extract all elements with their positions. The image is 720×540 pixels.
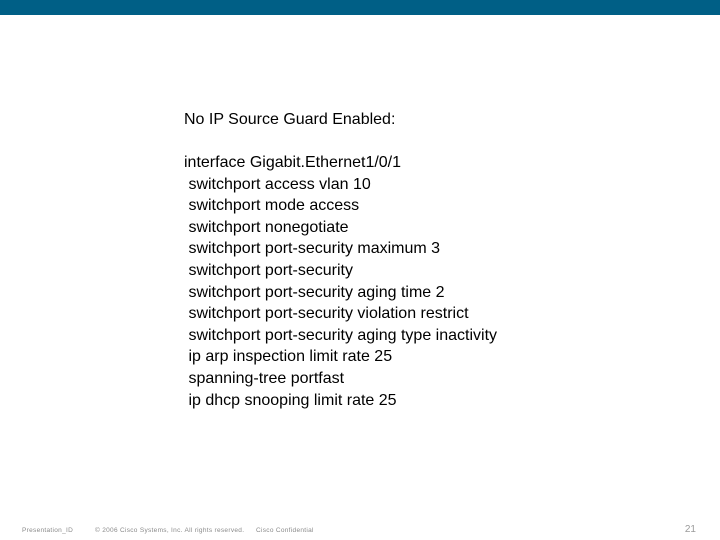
footer-presentation-id: Presentation_ID: [22, 527, 74, 534]
config-line: switchport port-security aging type inactivity: [184, 326, 498, 344]
footer-copyright: © 2006 Cisco Systems, Inc. All rights reserved.: [95, 527, 245, 534]
config-line: switchport access vlan 10: [184, 175, 371, 193]
config-line: switchport port-security violation restrict: [184, 305, 469, 323]
config-line: ip dhcp snooping limit rate 25: [184, 391, 397, 409]
slide-title: No IP Source Guard Enabled:: [184, 111, 396, 128]
top-banner-bar: [0, 0, 720, 15]
footer-confidential: Cisco Confidential: [256, 527, 314, 534]
config-line: switchport nonegotiate: [184, 218, 349, 236]
config-line: switchport port-security aging time 2: [184, 283, 445, 301]
config-line: ip arp inspection limit rate 25: [184, 348, 393, 366]
config-line: switchport port-security maximum 3: [184, 240, 441, 258]
config-listing: [184, 152, 497, 411]
config-line: switchport port-security: [184, 261, 353, 279]
config-line: switchport mode access: [184, 197, 360, 215]
config-line: spanning-tree portfast: [184, 369, 345, 387]
config-line: interface Gigabit.Ethernet1/0/1: [184, 154, 402, 171]
page-number: 21: [684, 524, 696, 535]
